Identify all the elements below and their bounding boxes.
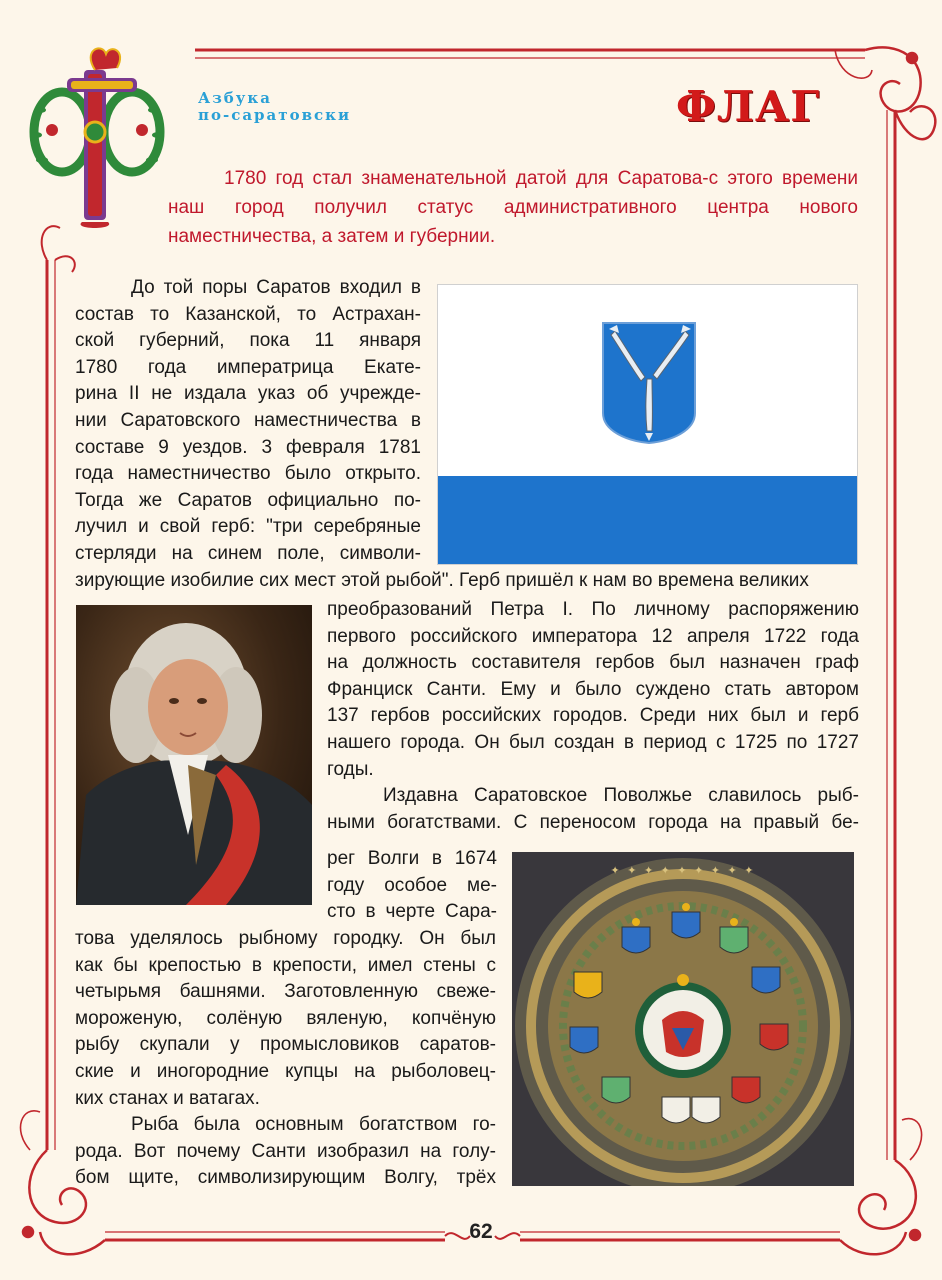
text-line: составе 9 уездов. 3 февраля 1781 — [75, 436, 421, 458]
text-line: ской губерний, пока 11 января — [75, 330, 421, 352]
brand-label — [198, 90, 351, 124]
text-line: Тогда же Саратов официально по- — [75, 489, 421, 511]
intro-paragraph — [168, 164, 858, 251]
text-line: Франциск Санти. Ему и было суждено стать автором — [327, 678, 859, 700]
text-line: ких станах и ватагах. — [75, 1087, 260, 1109]
text-narrow — [327, 846, 497, 926]
text-line: стерляди на синем поле, символи- — [75, 542, 421, 564]
text-line: лучил и свой герб: "три серебряные — [75, 516, 421, 538]
text-line: году особое ме- — [327, 874, 497, 896]
text-line: года наместничество было открыто. — [75, 463, 421, 485]
brand-line-2: по-саратовски — [198, 106, 352, 124]
saratov-coat-of-arms-icon — [601, 321, 697, 445]
text-line: четырьмя башнями. Заготовленную свеже- — [75, 981, 496, 1003]
text-line: рина II не издала указ об учрежде- — [75, 383, 421, 405]
text-line: нашего города. Он был создан в период с 1725 по 1727 — [327, 731, 859, 753]
text-line: на должность составителя гербов был назначен граф — [327, 652, 859, 674]
santi-portrait-image — [76, 605, 312, 905]
intro-text: 1780 год стал знаменательной датой для Саратова-с этого времени наш город получил статус административного центра нового наместничества, а затем и губернии. — [168, 168, 858, 247]
page-number: 62 — [469, 1220, 493, 1243]
ornate-initial-icon — [22, 40, 172, 230]
text-line: рода. Вот почему Санти изобразил на голу- — [75, 1140, 496, 1162]
text-line: ными богатствами. С переносом города на правый бе- — [327, 811, 859, 833]
text-line: сто в черте Сара- — [327, 901, 497, 923]
text-line: Издавна Саратовское Поволжье славилось рыб- — [383, 785, 859, 807]
text-full-line: зирующие изобилие сих мест этой рыбой". Герб пришёл к нам во времена великих — [75, 570, 809, 591]
page-title: ФЛАГ — [676, 82, 821, 131]
text-line: нии Саратовского наместничества в — [75, 409, 421, 431]
text-line: годы. — [327, 758, 374, 780]
text-line: това уделялось рыбному городку. Он был — [75, 928, 496, 949]
text-beside-portrait — [327, 597, 859, 836]
brand-line-1: Азбука — [198, 89, 272, 107]
svg-text:✦ ✦ ✦ ✦ ✦ ✦ ✦ ✦ ✦: ✦ ✦ ✦ ✦ ✦ ✦ ✦ ✦ ✦ — [610, 864, 756, 877]
text-line: рег Волги в 1674 — [327, 848, 497, 869]
text-line: ские и иногородние купцы на рыболовец- — [75, 1060, 496, 1082]
text-line: преобразований Петра I. По личному распоряжению — [327, 599, 859, 620]
text-line: Рыба была основным богатством го- — [131, 1114, 496, 1136]
text-line: 1780 года императрица Екате- — [75, 356, 421, 378]
corner-ornament-top-right — [835, 47, 935, 139]
text-line: рыбу скупали у промысловиков саратов- — [75, 1034, 496, 1056]
flag-blue-stripe — [438, 476, 857, 564]
text-line: 137 гербов российских городов. Среди них был и герб — [327, 705, 859, 727]
text-beside-medallion — [75, 926, 496, 1192]
text-line: До той поры Саратов входил в — [131, 277, 421, 298]
text-line: первого российского императора 12 апреля 1722 года — [327, 625, 859, 647]
saratov-flag-image — [437, 284, 858, 565]
text-line: как бы крепостью в крепости, имел стены с — [75, 954, 496, 976]
text-beside-flag — [75, 275, 421, 568]
text-line: бом щите, символизирующим Волгу, трёх — [75, 1167, 496, 1189]
text-line: мороженую, солёную вяленую, копчёную — [75, 1007, 496, 1029]
province-coats-medallion-image — [512, 852, 854, 1186]
text-line: состав то Казанской, то Астрахан- — [75, 303, 421, 325]
